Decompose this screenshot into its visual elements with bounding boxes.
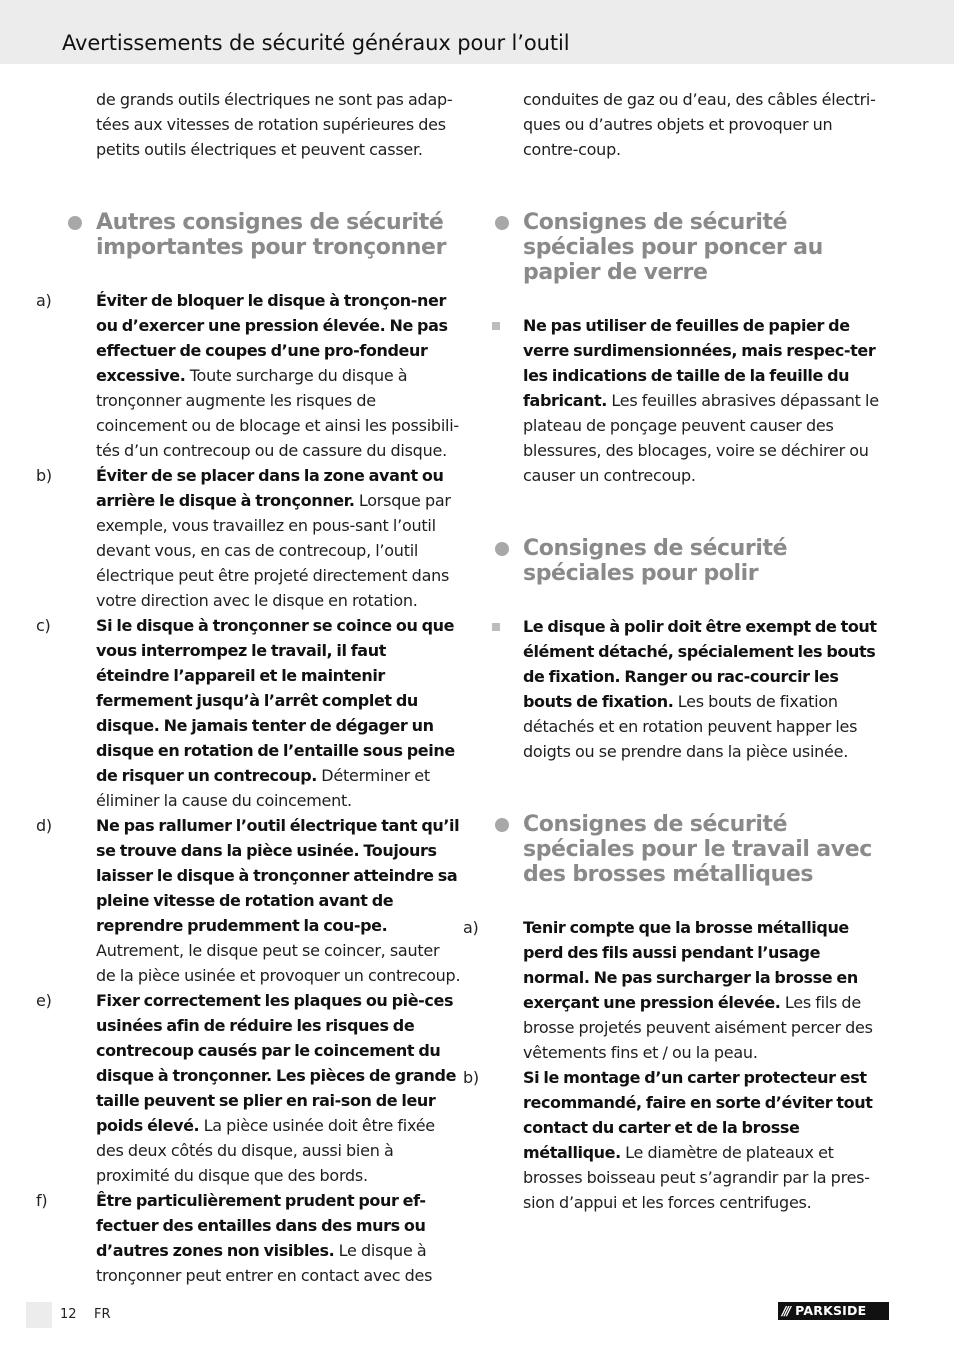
page-header <box>0 0 954 64</box>
heading-tronconner <box>96 210 462 260</box>
bullet-square-icon <box>492 623 500 631</box>
warning-bold-text: Éviter de bloquer le disque à tronçon-ner ou d’exercer une pression élevée. Ne pas effectuer de coupes d’une pro-fondeur excessive. <box>96 291 448 385</box>
heading-poncer-text: Consignes de sécurité spéciales pour poncer au papier de verre <box>523 210 823 285</box>
language-code: FR <box>94 1307 111 1322</box>
warning-bold-text: Le disque à polir doit être exempt de tout élément détaché, spécialement les bouts de fixation. Ranger ou rac-courcir les bouts de fixation. <box>523 617 877 711</box>
warning-bold-text: Ne pas rallumer l’outil électrique tant qu’il se trouve dans la pièce usinée. Toujours laisser le disque à tronçonner atteindre sa pleine vitesse de rotation avant de reprendre prudemment la cou-pe. <box>96 816 460 935</box>
logo-text: PARKSIDE <box>795 1303 867 1318</box>
bullet-circle-icon <box>68 216 82 230</box>
list-item-d <box>36 813 462 988</box>
list-marker: d) <box>36 816 52 835</box>
warning-body-text: Le disque à tronçonner peut entrer en contact avec des <box>96 1241 433 1285</box>
page-number: 12 <box>60 1307 77 1322</box>
list-item-e <box>36 988 462 1188</box>
warning-bold-text: Ne pas utiliser de feuilles de papier de verre surdimensionnées, mais respec-ter les indications de taille de la feuille du fabricant. <box>523 316 876 410</box>
page-title: Avertissements de sécurité généraux pour l’outil <box>62 31 570 55</box>
warning-bold-text: Être particulièrement prudent pour ef-fectuer des entailles dans des murs ou d’autres zones non visibles. <box>96 1191 426 1260</box>
bullet-square-icon <box>492 322 500 330</box>
heading-tronconner-text: Autres consignes de sécurité importantes pour tronçonner <box>96 210 447 260</box>
list-item-brush-b <box>463 1065 889 1215</box>
warning-body-text: La pièce usinée doit être fixée des deux côtés du disque, aussi bien à proximité du disque que des bords. <box>96 1116 435 1185</box>
list-item-c <box>36 613 462 813</box>
list-item-a <box>36 288 462 463</box>
bullet-circle-icon <box>495 818 509 832</box>
list-marker: b) <box>36 466 52 485</box>
list-item-f <box>36 1188 462 1288</box>
list-marker: a) <box>463 918 479 937</box>
bullet-circle-icon <box>495 542 509 556</box>
footer-tab <box>26 1302 52 1328</box>
warning-body-text: Les feuilles abrasives dépassant le plateau de ponçage peuvent causer des blessures, des blocages, voire se déchirer ou causer un contrecoup. <box>523 391 879 485</box>
warning-bold-text: Fixer correctement les plaques ou piè-ces usinées afin de réduire les risques de contrecoup causés par le coincement du disque à tronçonner. Les pièces de grande taille peuvent se plier en rai-son de leur poids élevé. <box>96 991 457 1135</box>
warning-bold-text: Si le disque à tronçonner se coince ou que vous interrompez le travail, il faut éteindre l’appareil et le maintenir fermement jusqu’à l’arrêt complet du disque. Ne jamais tenter de dégager un disque en rotation de l’entaille sous peine de risquer un contrecoup. <box>96 616 455 785</box>
list-marker: c) <box>36 616 51 635</box>
warning-body-text: Lorsque par exemple, vous travaillez en pous-sant l’outil devant vous, en cas de contrecoup, l’outil électrique peut être projeté directement dans votre direction avec le disque en rotation. <box>96 491 451 610</box>
heading-poncer <box>523 210 889 285</box>
heading-brosses-text: Consignes de sécurité spéciales pour le travail avec des brosses métalliques <box>523 812 872 887</box>
heading-polir <box>523 536 889 586</box>
warning-bold-text: Tenir compte que la brosse métallique perd des fils aussi pendant l’usage normal. Ne pas surcharger la brosse en exerçant une pression élevée. <box>523 918 858 1012</box>
list-marker: a) <box>36 291 52 310</box>
list-item-brush-a <box>463 915 889 1065</box>
warning-bold-text: Si le montage d’un carter protecteur est recommandé, faire en sorte d’éviter tout contact du carter et de la brosse métallique. <box>523 1068 873 1162</box>
list-item-polishing <box>523 614 889 764</box>
heading-brosses <box>523 812 889 887</box>
right-column <box>463 87 889 1215</box>
warning-body-text: Le diamètre de plateaux et brosses boisseau peut s’agrandir par la pres-sion d’appui et les forces centrifuges. <box>523 1143 870 1212</box>
list-item-b <box>36 463 462 613</box>
list-item-sanding <box>523 313 889 488</box>
list-marker: f) <box>36 1191 48 1210</box>
warning-body-text: Les fils de brosse projetés peuvent aisément percer des vêtements fins et / ou la peau. <box>523 993 873 1062</box>
parkside-logo <box>778 1302 889 1320</box>
right-intro-paragraph: conduites de gaz ou d’eau, des câbles électri-ques ou d’autres objets et provoquer un contre-coup. <box>523 90 876 159</box>
warning-body-text: Les bouts de fixation détachés et en rotation peuvent happer les doigts ou se prendre dans la pièce usinée. <box>523 692 858 761</box>
list-marker: e) <box>36 991 52 1010</box>
warning-bold-text: Éviter de se placer dans la zone avant ou arrière le disque à tronçonner. <box>96 466 444 510</box>
left-column <box>36 87 462 1288</box>
warning-body-text: Déterminer et éliminer la cause du coincement. <box>96 766 430 810</box>
warning-body-text: Toute surcharge du disque à tronçonner augmente les risques de coincement ou de blocage et ainsi les possibili-tés d’un contrecoup ou de cassure du disque. <box>96 366 459 460</box>
bullet-circle-icon <box>495 216 509 230</box>
warning-body-text: Autrement, le disque peut se coincer, sauter de la pièce usinée et provoquer un contrecoup. <box>96 941 461 985</box>
logo-slashes-icon: /// <box>782 1304 790 1318</box>
left-intro-paragraph: de grands outils électriques ne sont pas adap-tées aux vitesses de rotation supérieures des petits outils électriques et peuvent casser. <box>96 90 453 159</box>
heading-polir-text: Consignes de sécurité spéciales pour polir <box>523 536 788 586</box>
list-marker: b) <box>463 1068 479 1087</box>
